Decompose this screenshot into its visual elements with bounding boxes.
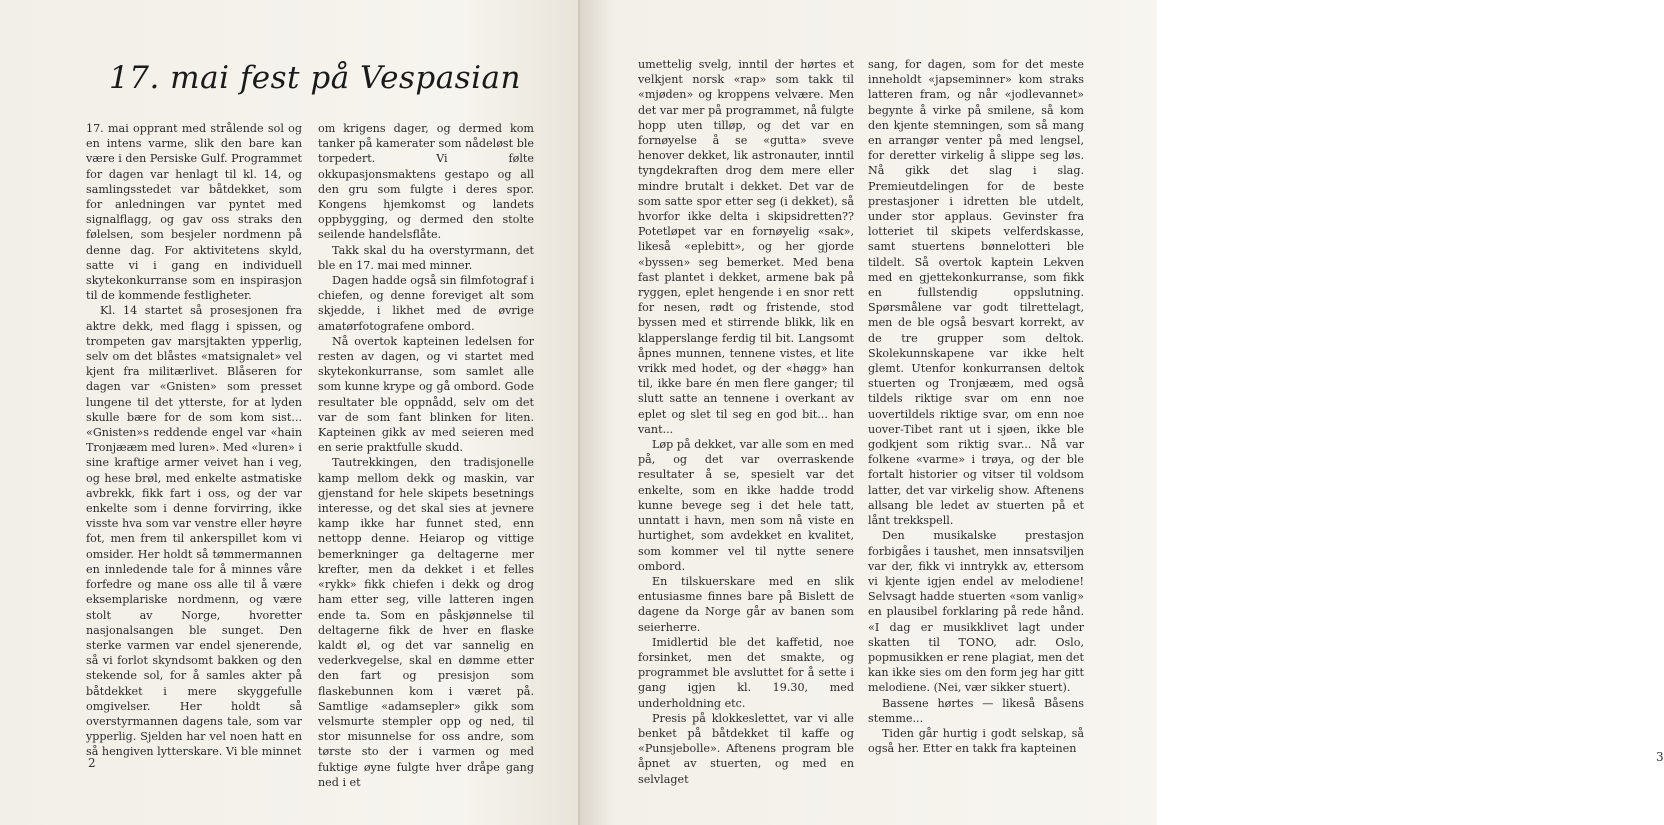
column-1 xyxy=(86,121,302,760)
paragraph: Presis på klokkeslettet, var vi alle benket på båtdekket til kaffe og «Punsjebolle». Aftenens program ble åpnet av stuerten, og med en selvlaget xyxy=(638,711,854,786)
page-number-right: 3 xyxy=(1656,750,1664,764)
page-number-left: 2 xyxy=(88,756,96,770)
paragraph: om krigens dager, og dermed kom tanker på kamerater som nådeløst ble torpedert. Vi følte okkupasjonsmaktens gestapo og all den gru som fulgte i deres spor. Kongens hjemkomst og landets oppbygging, og dermed den stolte seilende handelsflåte. xyxy=(318,122,534,242)
paragraph: Den musikalske prestasjon forbigåes i taushet, men innsatsviljen var der, fikk vi inntrykk av, ettersom vi kjente igjen endel av melodiene! Selvsagt hadde stuerten «som vanlig» en plausibel forklaring på rede hånd. «I dag er musikklivet lagt under skatten til TONO, adr. Oslo, popmusikken er rene plagiat, men det kan ikke sies om den form jeg har gitt melodiene. (Nei, vær sikker stuert). xyxy=(868,529,1084,695)
paragraph: Bassene hørtes — likeså Båsens stemme... xyxy=(868,696,1084,725)
paragraph: Takk skal du ha overstyrmann, det ble en 17. mai med minner. xyxy=(318,243,534,272)
article-title: 17. mai fest på Vespasian xyxy=(109,60,521,96)
paragraph: 17. mai opprant med strålende sol og en intens varme, slik den bare kan være i den Persiske Gulf. Programmet for dagen var henlagt til kl. 14, og samlingsstedet var båtdekket, som for anledningen var pyntet med signalflagg, og gav oss straks den følelsen, som besjeler nordmenn på denne dag. For aktivitetens skyld, satte vi i gang en individuell skytekonkurranse som en inspirasjon til de kommende festligheter. xyxy=(86,122,302,303)
paragraph: Kl. 14 startet så prosesjonen fra aktre dekk, med flagg i spissen, og trompeten gav marsjtakten ypperlig, selv om det blåstes «matsignalet» vel kjent fra militærlivet. Blåseren for dagen var «Gnisten» som presset lungene til det ytterste, for at lyden skulle bære for de som kom sist... «Gnisten»s reddende engel var «hain Tronjææm med luren». Med «luren» i sine kraftige armer veivet han i veg, og hese brøl, med enkelte astmatiske avbrekk, fikk fart i oss, og der var enkelte som i denne forvirring, ikke visste hva som var venstre eller høyre fot, men frem til ankerspillet kom vi omsider. Her holdt så tømmermannen en innledende tale for å minnes våre forfedre og mane oss alle til å være eksemplariske nordmenn, og være stolt av Norge, hvoretter nasjonalsangen ble sunget. Den sterke varmen var endel sjenerende, så vi forlot skyndsomt bakken og den stekende sol, for å samles akter på båtdekket i mere skyggefulle omgivelser. Her holdt så overstyrmannen dagens tale, som var ypperlig. Sjelden har vel noen hatt en så hengiven lytterskare. Vi ble minnet xyxy=(86,304,302,759)
column-3 xyxy=(638,57,854,787)
paragraph: Imidlertid ble det kaffetid, noe forsinket, men det smakte, og programmet ble avsluttet for å sette i gang igjen kl. 19.30, med underholdning etc. xyxy=(638,635,854,710)
paragraph: sang, for dagen, som for det meste inneholdt «japseminner» kom straks latteren fram, og når «jodlevannet» begynte å virke på smilene, så kom den kjente stemningen, som så mang en arrangør venter på med lengsel, for deretter virkelig å slippe seg løs. Nå gikk det slag i slag. Premieutdelingen for de beste prestasjoner i idretten ble utdelt, under stor applaus. Gevinster fra lotteriet til skipets velferdskasse, samt stuertens bønnelotteri ble tildelt. Så overtok kaptein Lekven med en gjettekonkurranse, som fikk en fullstendig oppslutning. Spørsmålene var godt tilrettelagt, men de ble også besvart korrekt, av de tre grupper som deltok. Skolekunnskapene var ikke helt glemt. Utenfor konkurransen deltok stuerten og Tronjææm, med også tildels riktige svar om enn noe uovertildels riktige svar, om enn noe uover-Tibet rant ut i sjøen, ikke ble godkjent som riktig svar... Nå var folkene «varme» i trøya, og der ble fortalt historier og vitser til voldsom latter, det var virkelig show. Aftenens allsang ble ledet av stuerten på et lånt trekkspell. xyxy=(868,58,1084,528)
paragraph: Dagen hadde også sin filmfotograf i chiefen, og denne foreviget alt som skjedde, i likhet med de øvrige amatørfotografene ombord. xyxy=(318,274,534,333)
column-2 xyxy=(318,121,534,790)
column-4 xyxy=(868,57,1084,756)
paragraph: Nå overtok kapteinen ledelsen for resten av dagen, og vi startet med skytekonkurranse, som samlet alle som kunne krype og gå ombord. Gode resultater ble oppnådd, selv om det var de som fant blinken for liten. Kapteinen gikk av med seieren med en serie praktfulle skudd. xyxy=(318,334,534,455)
paragraph: Løp på dekket, var alle som en med på, og det var overraskende resultater å se, spesielt var det enkelte, som en ikke hadde trodd kunne bevege seg i det hele tatt, unntatt i havn, men som nå viste en hurtighet, som avdekket en kvalitet, som kommer vel til nytte senere ombord. xyxy=(638,438,854,573)
paragraph: En tilskuerskare med en slik entusiasme finnes bare på Bislett de dagene da Norge går av banen som seierherre. xyxy=(638,574,854,634)
paragraph: umettelig svelg, inntil der hørtes et velkjent norsk «rap» som takk til «mjøden» og kroppens velvære. Men det var mer på programmet, nå fulgte hopp uten tilløp, og det var en fornøyelse å se «gutta» sveve henover dekket, lik astronauter, inntil tyngdekraften drog dem mere eller mindre brutalt i dekket. Det var de som satte spor etter seg (i dekket), så hvorfor ikke delta i skipsidretten?? Potetløpet var en fornøyelig «sak», likeså «eplebitt», og her gjorde «byssen» seg bemerket. Med bena fast plantet i dekket, armene bak på ryggen, eplet hengende i en snor rett for nesen, rødt og fristende, stod byssen med et stirrende blikk, lik en klapperslange ferdig til bit. Langsomt åpnes munnen, tennene vistes, et lite vrikk med hodet, og der «høgg» han til, ikke bare én men flere ganger; til slutt satte an tennene i overkant av eplet og slet til seg en god bit... han vant... xyxy=(638,58,854,436)
paragraph: Tautrekkingen, den tradisjonelle kamp mellom dekk og maskin, var gjenstand for hele skipets besetnings interesse, og det skal sies at jevnere kamp ikke har funnet sted, enn nettopp denne. Heiarop og vittige bemerkninger ga deltagerne mer krefter, men da dekket i et felles «rykk» fikk chiefen i dekk og drog ham etter seg, ville latteren ingen ende ta. Som en påskjønnelse til deltagerne fikk de hver en flaske kaldt øl, og det var sannelig en vederkvegelse, skal en dømme etter den fart og presisjon som flaskebunnen kom i været på. Samtlige «adamsepler» gikk som velsmurte stempler opp og ned, til stor misunnelse for oss andre, som tørste sto der i varmen og med fuktige øyne fulgte hver dråpe gang ned i et xyxy=(318,456,534,789)
paragraph: Tiden går hurtig i godt selskap, så også her. Etter en takk fra kapteinen xyxy=(868,726,1084,756)
left-page xyxy=(0,0,580,825)
